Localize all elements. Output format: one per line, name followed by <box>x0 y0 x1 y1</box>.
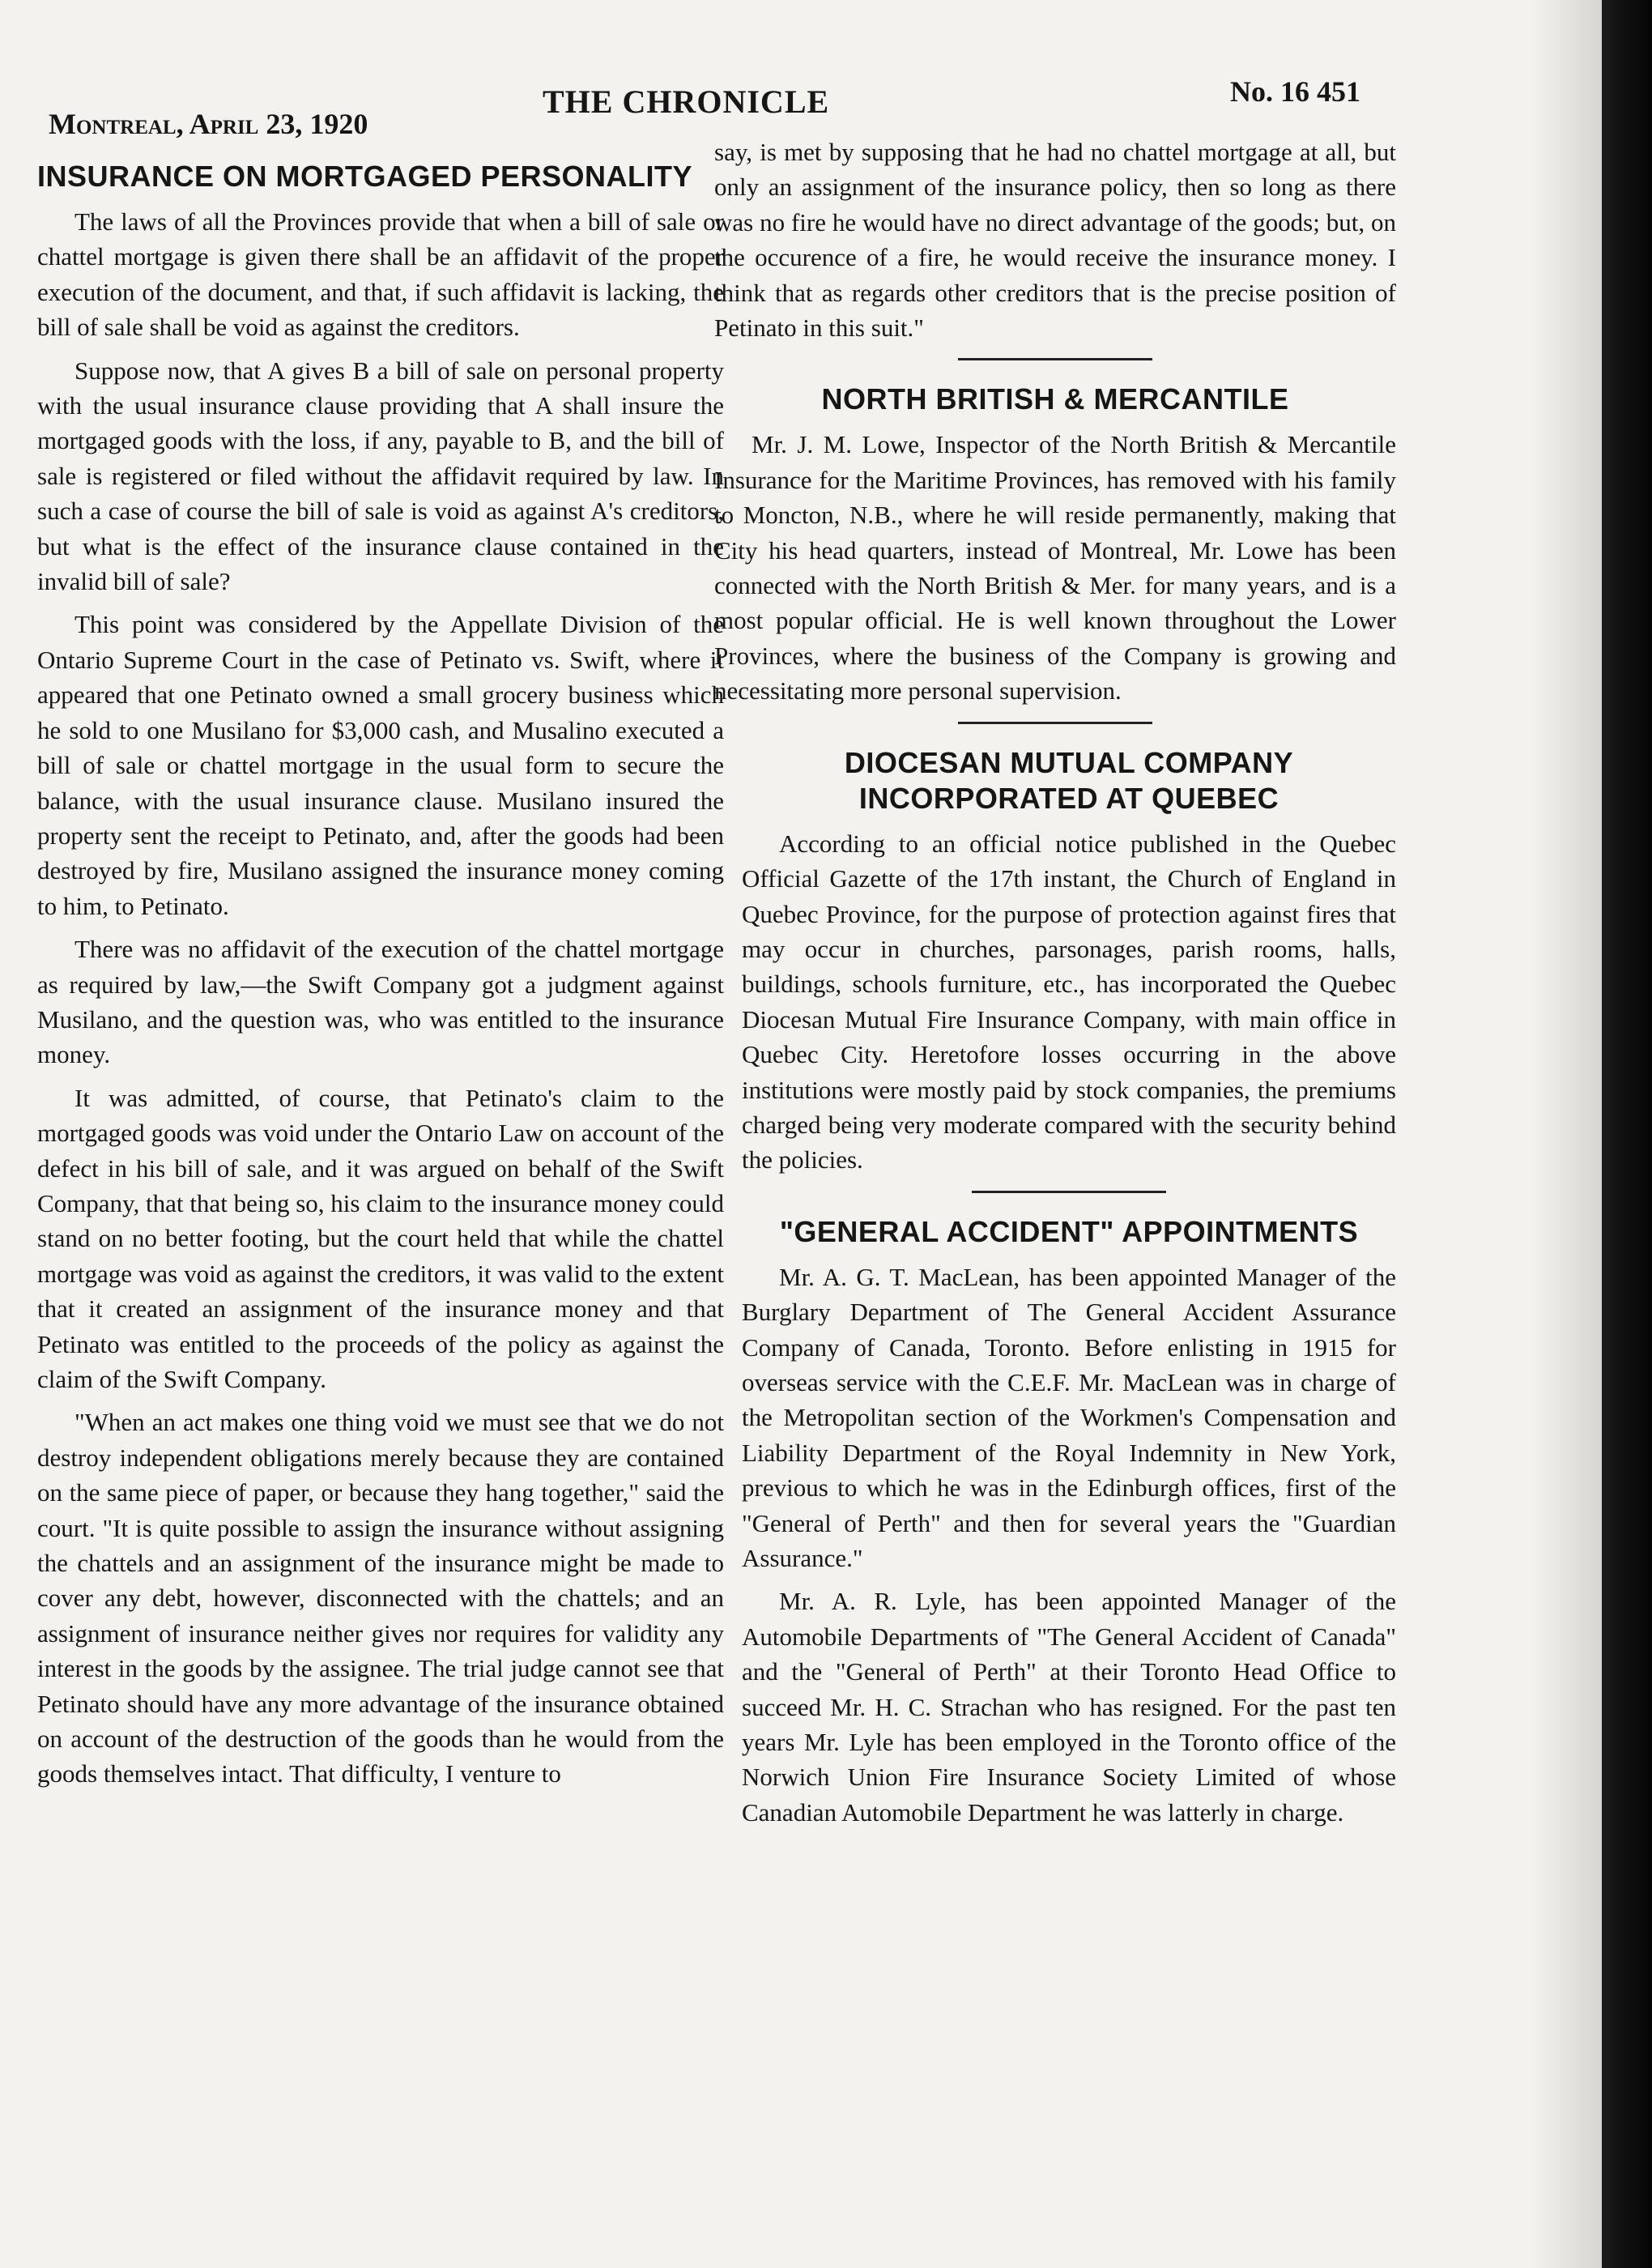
article-paragraph: Suppose now, that A gives B a bill of sale on personal property with the usual insurance clause providing that A shall insure the mortgaged goods with the loss, if any, payable to B, and the bill of sale is registered or filed without the affidavit required by law. In such a case of course the bill of sale is void as against A's creditors, but what is the effect of the insurance clause contained in the invalid bill of sale? <box>37 356 724 596</box>
article-paragraph: There was no affidavit of the execution of the chattel mortgage as required by law,—the Swift Company got a judgment against Musilano, and the question was, who was entitled to the insurance money. <box>37 935 724 1069</box>
article-title-mortgaged-personality: INSURANCE ON MORTGAGED PERSONALITY <box>37 160 693 193</box>
article-continuation: say, is met by supposing that he had no chattel mortgage at all, but only an assignment of the insurance policy, then so long as there was no fire he would have no direct advantage of the goods; but, on the occurence of a fire, he would receive the insurance money. I think that as regards other creditors that is the precise position of Petinato in this suit." <box>714 138 1396 343</box>
page-gutter-shadow <box>1531 0 1602 2268</box>
article-title-general-accident: "GENERAL ACCIDENT" APPOINTMENTS <box>779 1214 1359 1248</box>
article-paragraph: Mr. A. G. T. MacLean, has been appointed Manager of the Burglary Department of The General Accident Assurance Company of Canada, Toronto. Before enlisting in 1915 for overseas service with the C.E.F. Mr. MacLean was in charge of the Metropolitan section of the Workmen's Compensation and Liability Department of the Royal Indemnity in New York, previous to which he was in the Edinburgh offices, first of the "General of Perth" and then for several years the "Guardian Assurance." <box>742 1262 1396 1572</box>
header-publication-title: THE CHRONICLE <box>543 83 830 120</box>
article-title-diocesan-line2: INCORPORATED AT QUEBEC <box>858 781 1279 815</box>
article-paragraph: The laws of all the Provinces provide that when a bill of sale or chattel mortgage is given there shall be an affidavit of the proper execution of the document, and that, if such affidavit is lacking, the bill of sale shall be void as against the creditors. <box>37 207 724 342</box>
article-paragraph: This point was considered by the Appellate Division of the Ontario Supreme Court in the case of Petinato vs. Swift, where it appeared that one Petinato owned a small grocery business which he sold to one Musilano for $3,000 cash, and Musalino executed a bill of sale or chattel mortgage in the usual form to secure the balance, with the usual insurance clause. Musilano insured the property sent the receipt to Petinato, and, after the goods had been destroyed by fire, Musilano assigned the insurance money coming to him, to Petinato. <box>37 610 724 920</box>
right-column <box>714 134 1396 1838</box>
article-paragraph: "When an act makes one thing void we must see that we do not destroy independent obligations merely because they are contained on the same piece of paper, or because they hang together," said the court. "It is quite possible to assign the insurance without assigning the chattels and an assignment of the insurance might be made to cover any debt, however, disconnected with the chattels; and an assignment of insurance neither gives nor requires for validity any interest in the goods by the assignee. The trial judge cannot see that Petinato should have any more advantage of the insurance obtained on account of the destruction of the goods than he would from the goods themselves intact. That difficulty, I venture to <box>37 1408 724 1788</box>
article-title-diocesan-line1: DIOCESAN MUTUAL COMPANY <box>844 745 1294 779</box>
section-divider <box>958 358 1152 360</box>
article-block-diocesan <box>742 745 1396 1831</box>
article-paragraph: According to an official notice published in the Quebec Official Gazette of the 17th instant, the Church of England in Quebec Province, for the purpose of protection against fires that may occur in churches, parsonages, parish rooms, halls, buildings, schools furniture, etc., has incorporated the Quebec Diocesan Mutual Fire Insurance Company, with main office in Quebec City. Heretofore losses occurring in the above institutions were mostly paid by stock companies, the premiums charged being very moderate compared with the security behind the policies. <box>742 829 1396 1174</box>
left-column <box>37 159 724 1800</box>
section-divider <box>958 722 1152 724</box>
article-title-north-british: NORTH BRITISH & MERCANTILE <box>821 382 1289 416</box>
article-paragraph: Mr. J. M. Lowe, Inspector of the North British & Mercantile Insurance for the Maritime Provinces, has removed with his family to Moncton, N.B., where he will reside permanently, making that City his head quarters, instead of Montreal, Mr. Lowe has been connected with the North British & Mer. for many years, and is a most popular official. He is well known throughout the Lower Provinces, where the business of the Company is growing and necessitating more personal supervision. <box>714 430 1396 706</box>
header-dateline: Montreal, April 23, 1920 <box>49 108 368 140</box>
scan-dark-edge <box>1602 0 1652 2268</box>
article-paragraph: Mr. A. R. Lyle, has been appointed Manager of the Automobile Departments of "The General Accident of Canada" and the "General of Perth" at their Toronto Head Office to succeed Mr. H. C. Strachan who has resigned. For the past ten years Mr. Lyle has been employed in the Toronto office of the Norwich Union Fire Insurance Society Limited of whose Canadian Automobile Department he was latterly in charge. <box>742 1587 1396 1827</box>
section-divider <box>972 1191 1166 1193</box>
page-header <box>49 75 1360 140</box>
article-paragraph: It was admitted, of course, that Petinato's claim to the mortgaged goods was void under the Ontario Law on account of the defect in his bill of sale, and it was argued on behalf of the Swift Company, that that being so, his claim to the insurance money could stand on no better footing, but the court held that while the chattel mortgage was void as against the creditors, it was valid to the extent that it created an assignment of the insurance money and that Petinato was entitled to the proceeds of the policy as against the claim of the Swift Company. <box>37 1083 724 1393</box>
header-issue-page: No. 16 451 <box>1230 75 1360 108</box>
